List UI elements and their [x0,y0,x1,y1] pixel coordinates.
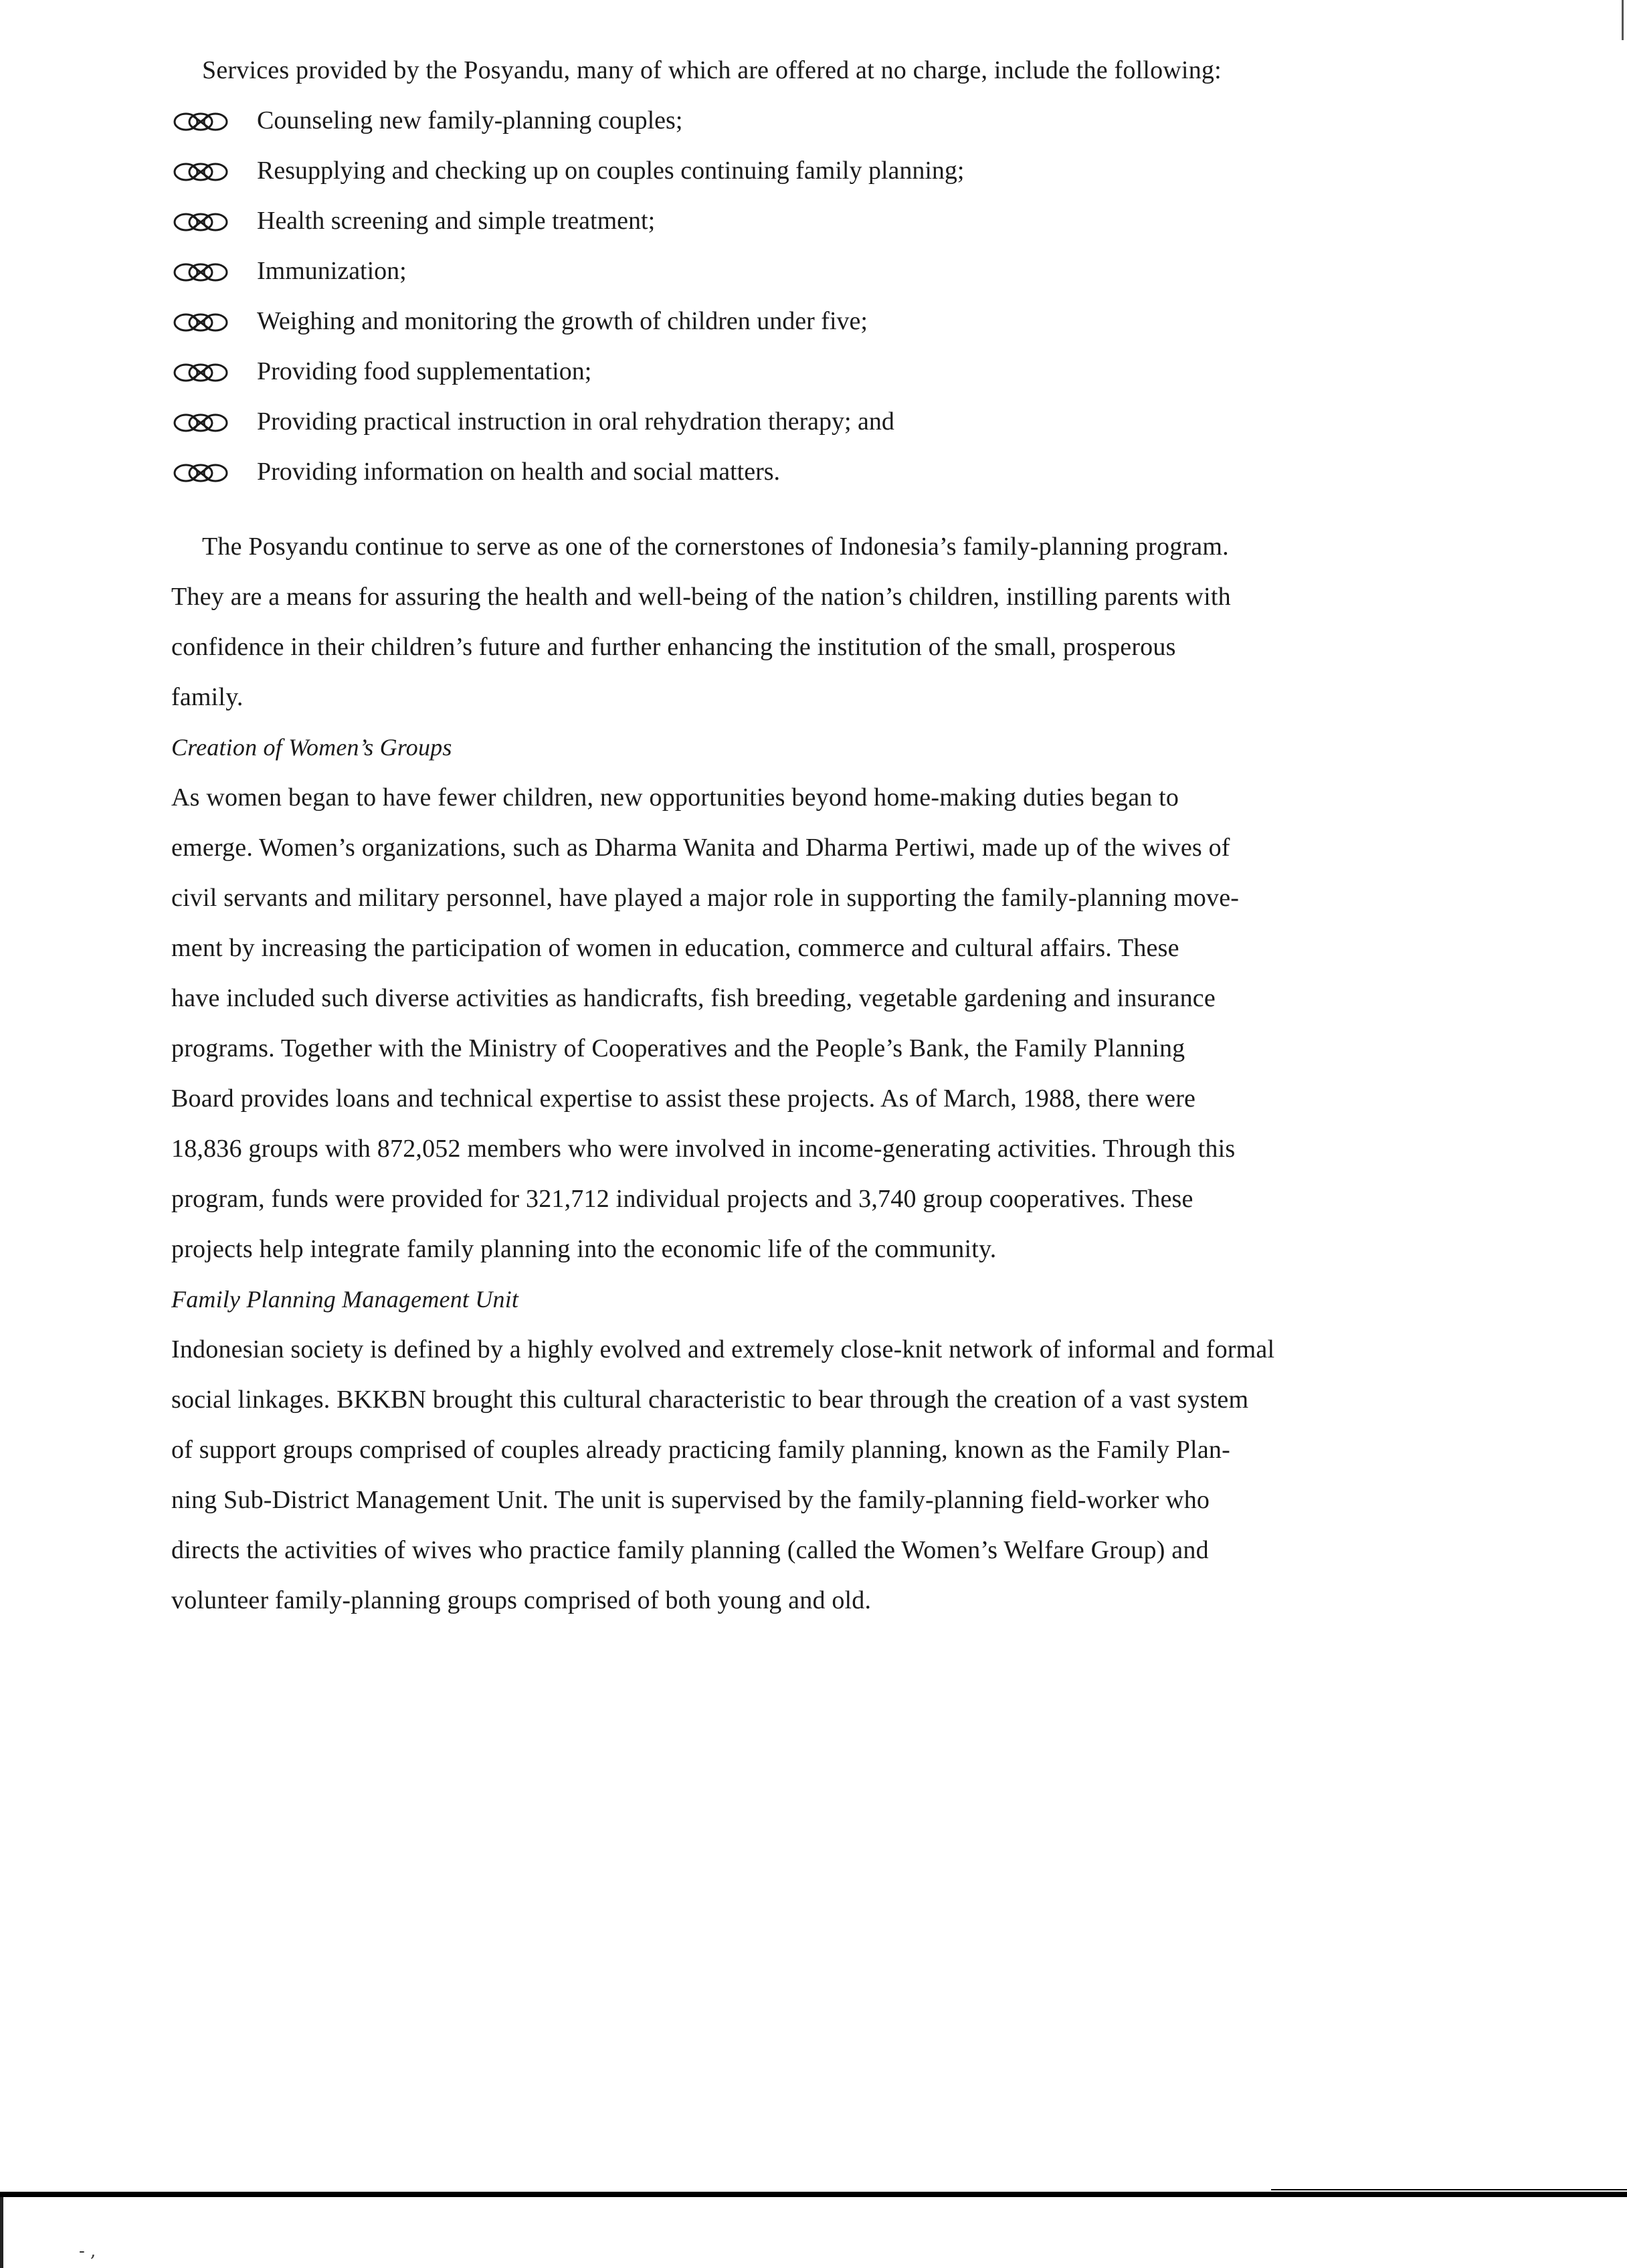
interlocking-rings-icon [173,161,229,183]
paragraph-line: civil servants and military personnel, have played a major role in supporting the family-planning move- [171,884,1240,912]
management-unit-section [171,1274,1429,1626]
paragraph-line: 18,836 groups with 872,052 members who were involved in income-generating activities. Through this [171,1135,1236,1163]
list-item [173,96,965,146]
list-item [173,146,965,196]
paragraph-line: have included such diverse activities as handicrafts, fish breeding, vegetable gardening and insurance [171,984,1216,1012]
bottom-rule-thin [1271,2189,1627,2190]
womens-groups-section [171,723,1429,1274]
interlocking-rings-icon [173,110,229,133]
paragraph-line: social linkages. BKKBN brought this cultural characteristic to bear through the creation of a vast system [171,1386,1249,1414]
interlocking-rings-icon [173,211,229,233]
list-item-text: Providing practical instruction in oral rehydration therapy; and [257,407,894,436]
paragraph-line: emerge. Women’s organizations, such as Dharma Wanita and Dharma Pertiwi, made up of the wives of [171,834,1230,862]
list-item-text: Immunization; [257,257,407,285]
right-edge-mark [1622,0,1624,40]
list-item [173,347,965,397]
paragraph-line: Indonesian society is defined by a highly evolved and extremely close-knit network of informal and formal [171,1335,1275,1363]
list-item-text: Weighing and monitoring the growth of children under five; [257,307,868,335]
paragraph-line: volunteer family-planning groups comprised of both young and old. [171,1586,872,1614]
paragraph-line: ment by increasing the participation of women in education, commerce and cultural affairs. These [171,934,1179,962]
paragraph-line: of support groups comprised of couples already practicing family planning, known as the Family Plan- [171,1436,1230,1464]
interlocking-rings-icon [173,361,229,384]
list-item-text: Counseling new family-planning couples; [257,106,683,134]
list-item-text: Providing food supplementation; [257,357,592,385]
paragraph-line: directs the activities of wives who practice family planning (called the Women’s Welfare Group) and [171,1536,1209,1564]
paragraph-line: programs. Together with the Ministry of Cooperatives and the People’s Bank, the Family Planning [171,1034,1185,1062]
list-item [173,447,965,497]
services-intro: Services provided by the Posyandu, many of which are offered at no charge, include the following: [202,56,1222,84]
paragraph-line: As women began to have fewer children, new opportunities beyond home-making duties began to [171,783,1179,812]
list-item [173,246,965,296]
paragraph-line: family. [171,683,244,711]
paragraph-line: ning Sub-District Management Unit. The unit is supervised by the family-planning field-worker who [171,1486,1210,1514]
corner-mark: - , [79,2241,96,2261]
section-heading: Family Planning Management Unit [171,1286,519,1313]
interlocking-rings-icon [173,311,229,334]
list-item [173,296,965,347]
left-edge-mark [0,2197,3,2268]
list-item [173,196,965,246]
paragraph-line: confidence in their children’s future and further enhancing the institution of the small, prosperous [171,633,1176,661]
interlocking-rings-icon [173,411,229,434]
list-item-text: Providing information on health and social matters. [257,458,781,486]
paragraph-line: They are a means for assuring the health and well-being of the nation’s children, instilling parents with [171,583,1231,611]
interlocking-rings-icon [173,261,229,284]
bottom-rule [0,2192,1627,2197]
paragraph-line: The Posyandu continue to serve as one of the cornerstones of Indonesia’s family-planning program. [202,533,1229,561]
paragraph-line: program, funds were provided for 321,712 individual projects and 3,740 group cooperatives. These [171,1185,1193,1213]
list-item-text: Resupplying and checking up on couples continuing family planning; [257,157,965,185]
paragraph-line: projects help integrate family planning into the economic life of the community. [171,1235,997,1263]
section-heading: Creation of Women’s Groups [171,734,452,761]
services-list [173,96,965,497]
list-item [173,397,965,447]
interlocking-rings-icon [173,462,229,484]
posyandu-paragraph [171,522,1429,723]
list-item-text: Health screening and simple treatment; [257,207,656,235]
paragraph-line: Board provides loans and technical expertise to assist these projects. As of March, 1988, there were [171,1084,1196,1113]
